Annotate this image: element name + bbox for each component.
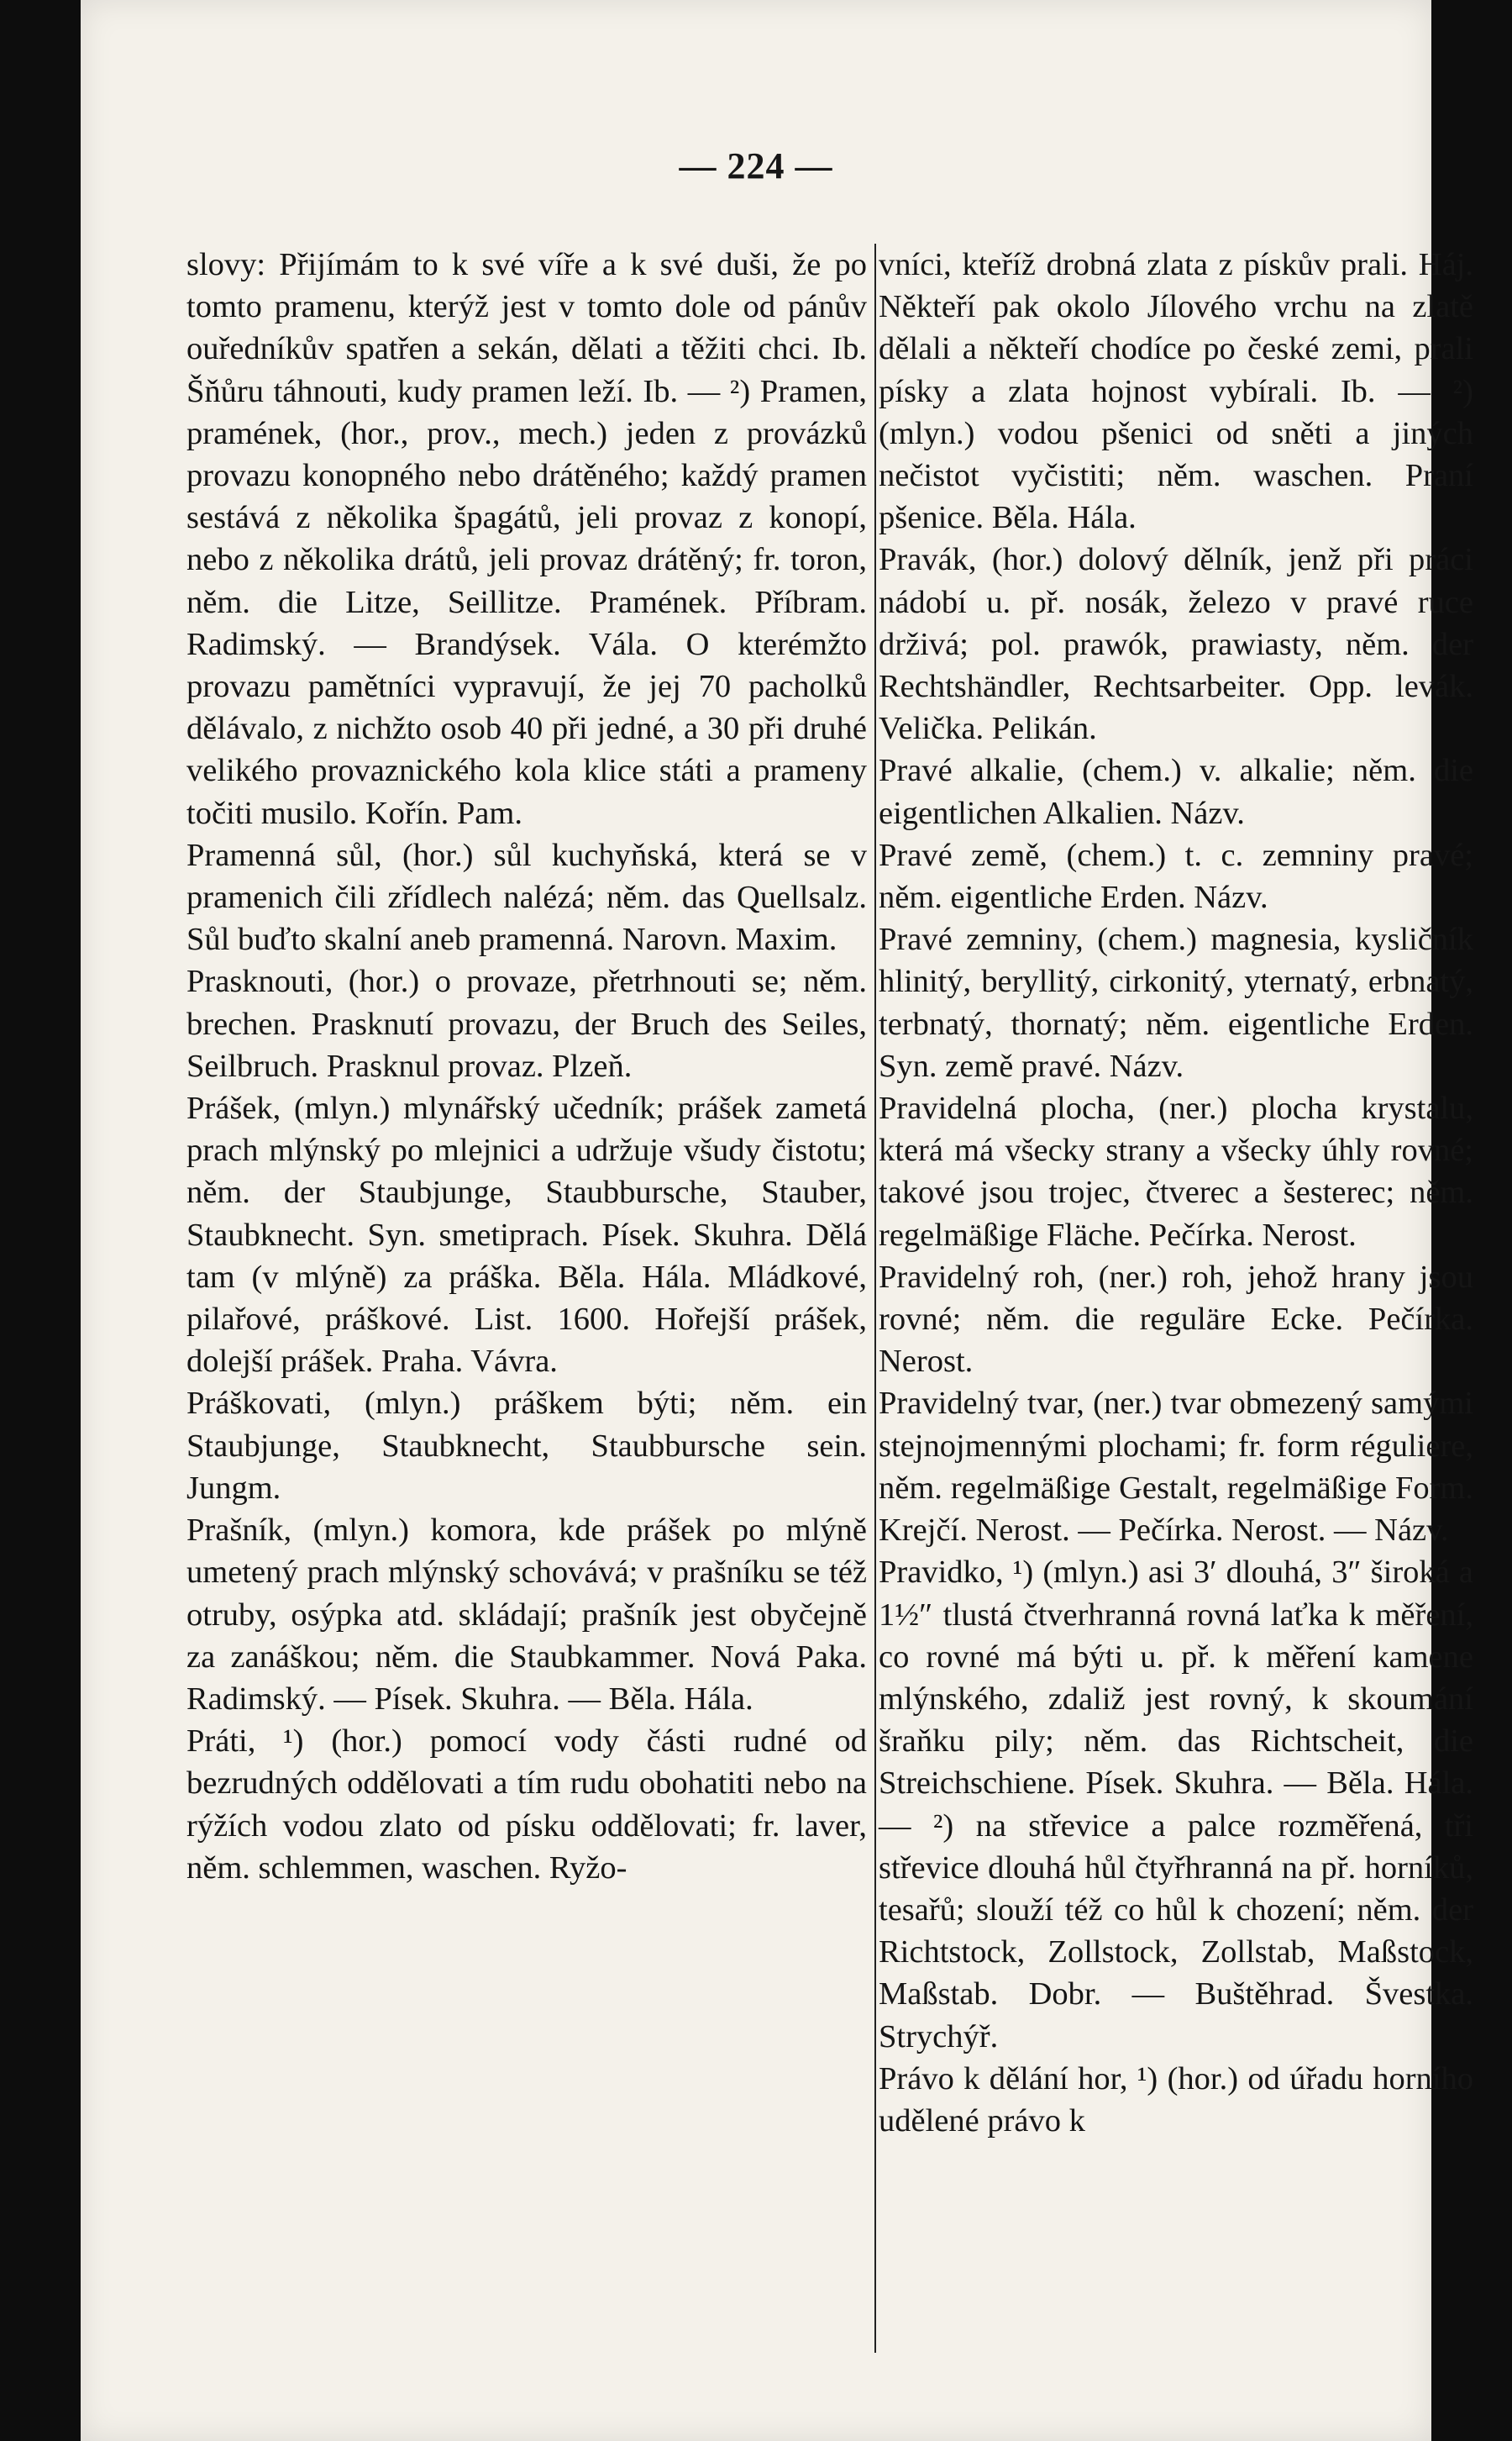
entry-pravidko: Pravidko, ¹) (mlyn.) asi 3′ dlouhá, 3″ široká a 1½″ tlustá čtverhranná rovná laťka k měření, co rovné má býti u. př. k měření kamene mlýnského, zdaliž jest rovný, k skoumání šraňku pily; něm. das Richtscheit, die Streichschiene. Písek. Skuhra. — Běla. Hála. — ²) na střevice a palce rozměřená, tři střevice dlouhá hůl čtyřhranná na př. horníků, tesařů; slouží též co hůl k chození; něm. der Richtstock, Zollstock, Zollstab, Maßstock, Maßstab. Dobr. — Buštěhrad. Švestka. Strychýř. xyxy=(879,1555,1473,2054)
entry-pravo-k-delani-hor: Právo k dělání hor, ¹) (hor.) od úřadu horního udělené právo k xyxy=(879,2060,1473,2139)
entry-prasek: Prášek, (mlyn.) mlynářský učedník; prášek zametá prach mlýnský po mlejnici a udržuje všudy čistotu; něm. der Staubjunge, Staubbursche, Stauber, Staubknecht. Syn. smetiprach. Písek. Skuhra. Dělá tam (v mlýně) za práška. Běla. Hála. Mládkové, pilařové, práškové. List. 1600. Hořejší prášek, dolejší prášek. Praha. Vávra. xyxy=(186,1091,867,1380)
entry-prati-continued: vníci, kteříž drobná zlata z pískův prali. Háj. Někteří pak okolo Jílového vrchu na zlatě dělali a někteří chodíce po české zemi, prali písky a zlata hojnost vybírali. Ib. — ²) (mlyn.) vodou pšenici od sněti a jiných nečistot vyčistiti; něm. waschen. Praní pšenice. Běla. Hála. xyxy=(879,247,1473,536)
entry-prave-alkalie: Pravé alkalie, (chem.) v. alkalie; něm. die eigentlichen Alkalien. Názv. xyxy=(879,753,1473,831)
left-column xyxy=(186,244,867,1889)
entry-pravidelny-tvar: Pravidelný tvar, (ner.) tvar obmezený samými stejnojmennými plochami; fr. form réguliere, něm. regelmäßige Gestalt, regelmäßige Form. Krejčí. Nerost. — Pečírka. Nerost. — Názv. xyxy=(879,1386,1473,1549)
page-number: — 224 — xyxy=(679,145,833,187)
entry-pramenna-sul: Pramenná sůl, (hor.) sůl kuchyňská, která se v pramenich čili zřídlech nalézá; něm. das Quellsalz. Sůl buďto skalní aneb pramenná. Narovn. Maxim. xyxy=(186,837,867,958)
right-column xyxy=(879,244,1473,2142)
entry-prati: Práti, ¹) (hor.) pomocí vody části rudné od bezrudných oddělovati a tím rudu obohatiti nebo na rýžích vodou zlato od písku oddělovati; fr. laver, něm. schlemmen, waschen. Ryžo- xyxy=(186,1723,867,1886)
entry-pravidelna-plocha: Pravidelná plocha, (ner.) plocha krystalu, která má všecky strany a všecky úhly rovné; takové jsou trojec, čtverec a šesterec; něm. regelmäßige Fläche. Pečírka. Nerost. xyxy=(879,1091,1473,1253)
entry-prave-zemniny: Pravé zemniny, (chem.) magnesia, kysličník hlinitý, beryllitý, cirkonitý, yternatý, erbnatý, terbnatý, thornatý; něm. eigentliche Erden. Syn. země pravé. Názv. xyxy=(879,922,1473,1084)
book-page xyxy=(81,0,1473,2441)
entry-pravidelny-roh: Pravidelný roh, (ner.) roh, jehož hrany jsou rovné; něm. die reguläre Ecke. Pečírka. Nerost. xyxy=(879,1259,1473,1380)
entry-prasknouti: Prasknouti, (hor.) o provaze, přetrhnouti se; něm. brechen. Prasknutí provazu, der Bruch des Seiles, Seilbruch. Prasknul provaz. Plzeň. xyxy=(186,964,867,1084)
entry-praskovati: Práškovati, (mlyn.) práškem býti; něm. ein Staubjunge, Staubknecht, Staubbursche sein. Jungm. xyxy=(186,1386,867,1506)
entry-pramen-continued: slovy: Přijímám to k své víře a k své duši, že po tomto pramenu, kterýž jest v tomto dole od pánův ouředníkův spatřen a sekán, dělati a těžiti chci. Ib. Šňůru táhnouti, kudy pramen leží. Ib. — ²) Pramen, pramének, (hor., prov., mech.) jeden z provázků provazu konopného nebo drátěného; každý pramen sestává z několika špagátů, jeli provaz z konopí, nebo z několika drátů, jeli provaz drátěný; fr. toron, něm. die Litze, Seillitze. Pramének. Příbram. Radimský. — Brandýsek. Vála. O kterémžto provazu pamětníci vypravují, že jej 70 pacholků dělávalo, z nichžto osob 40 při jedné, a 30 při druhé velikého provaznického kola klice státi a prameny točiti musilo. Kořín. Pam. xyxy=(186,247,867,831)
entry-prasnik: Prašník, (mlyn.) komora, kde prášek po mlýně umetený prach mlýnský schovává; v prašníku se též otruby, osýpka atd. skládají; prašník jest obyčejně za zanáškou; něm. die Staubkammer. Nová Paka. Radimský. — Písek. Skuhra. — Běla. Hála. xyxy=(186,1512,867,1717)
entry-pravak: Pravák, (hor.) dolový dělník, jenž při práci nádobí u. př. nosák, železo v pravé ruce drživá; pol. prawók, prawiasty, něm. der Rechtshändler, Rechtsarbeiter. Opp. levák. Velička. Pelikán. xyxy=(879,542,1473,747)
column-divider xyxy=(874,244,876,2353)
entry-prave-zeme: Pravé země, (chem.) t. c. zemniny pravé; něm. eigentliche Erden. Názv. xyxy=(879,837,1473,916)
